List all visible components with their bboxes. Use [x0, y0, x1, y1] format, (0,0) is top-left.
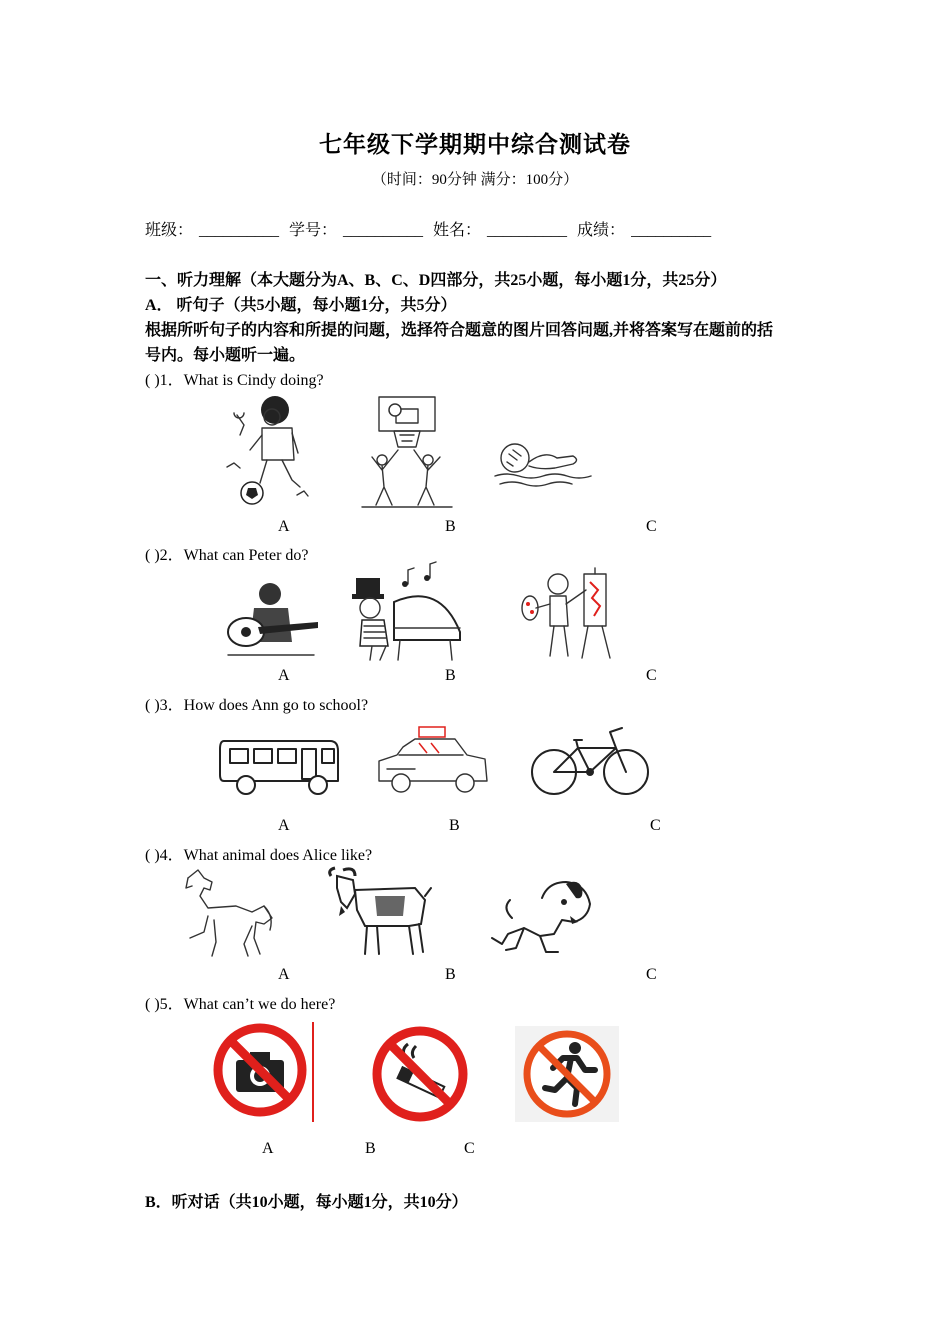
part-a-heading: A． 听句子（共5小题，每小题1分，共5分） — [145, 297, 457, 314]
taxi-image — [375, 725, 490, 800]
score-blank[interactable]: __________ — [631, 222, 712, 239]
option-label-c: C — [646, 518, 657, 535]
option-label-b: B — [445, 966, 456, 983]
guitar-image — [218, 580, 320, 660]
divider-line — [312, 1022, 314, 1122]
bus-image — [218, 735, 340, 797]
dog-image — [482, 878, 594, 958]
question-1 — [145, 367, 324, 390]
answer-bracket[interactable]: ( )4． — [145, 847, 184, 864]
no-running-sign-icon — [515, 1026, 619, 1122]
option-label-c: C — [646, 667, 657, 684]
option-label-c: C — [650, 817, 661, 834]
option-label-a: A — [278, 518, 290, 535]
answer-bracket[interactable]: ( )2． — [145, 547, 184, 564]
exam-meta: （时间：90分钟 满分：100分） — [371, 172, 579, 188]
page-title: 七年级下学期期中综合测试卷 — [319, 132, 631, 157]
goat-image — [325, 866, 433, 956]
question-text: What can’t we do here? — [183, 996, 336, 1013]
question-4 — [145, 842, 372, 865]
option-label-a: A — [278, 966, 290, 983]
horse-image — [178, 866, 276, 961]
section-heading: 一、听力理解（本大题分为A、B、C、D四部分，共25小题，每小题1分，共25分） — [145, 272, 727, 289]
student-number-blank[interactable]: __________ — [343, 222, 424, 239]
option-label-c: C — [464, 1140, 475, 1157]
option-label-b: B — [365, 1140, 376, 1157]
basketball-image — [362, 395, 457, 510]
answer-bracket[interactable]: ( )1． — [145, 372, 184, 389]
question-5 — [145, 991, 335, 1014]
piano-image — [350, 562, 465, 662]
instruction-line-1: 根据所听句子的内容和所提的问题，选择符合题意的图片回答问题,并将答案写在题前的括 — [145, 322, 774, 339]
soccer-image — [222, 395, 322, 510]
question-3 — [145, 692, 368, 715]
option-label-b: B — [449, 817, 460, 834]
answer-bracket[interactable]: ( )3． — [145, 697, 184, 714]
class-blank[interactable]: __________ — [199, 222, 280, 239]
question-text: How does Ann go to school? — [183, 697, 369, 714]
instruction-line-2: 号内。每小题听一遍。 — [145, 347, 306, 364]
name-label: 姓名： — [433, 222, 482, 239]
question-text: What can Peter do? — [183, 547, 309, 564]
bike-image — [530, 724, 650, 799]
no-smoking-sign-icon — [370, 1024, 470, 1124]
option-label-b: B — [445, 518, 456, 535]
question-2 — [145, 542, 309, 565]
option-label-b: B — [445, 667, 456, 684]
swimming-image — [495, 440, 595, 490]
name-blank[interactable]: __________ — [487, 222, 568, 239]
question-text: What animal does Alice like? — [183, 847, 373, 864]
class-label: 班级： — [145, 222, 194, 239]
part-b-heading: B．听对话（共10小题，每小题1分，共10分） — [145, 1194, 468, 1211]
question-text: What is Cindy doing? — [183, 372, 324, 389]
student-number-label: 学号： — [289, 222, 338, 239]
option-label-a: A — [262, 1140, 274, 1157]
option-label-c: C — [646, 966, 657, 983]
no-photos-sign-icon — [212, 1022, 308, 1118]
score-label: 成绩： — [577, 222, 626, 239]
answer-bracket[interactable]: ( )5． — [145, 996, 184, 1013]
option-label-a: A — [278, 817, 290, 834]
painting-image — [520, 568, 615, 660]
student-info-row — [145, 217, 717, 240]
option-label-a: A — [278, 667, 290, 684]
